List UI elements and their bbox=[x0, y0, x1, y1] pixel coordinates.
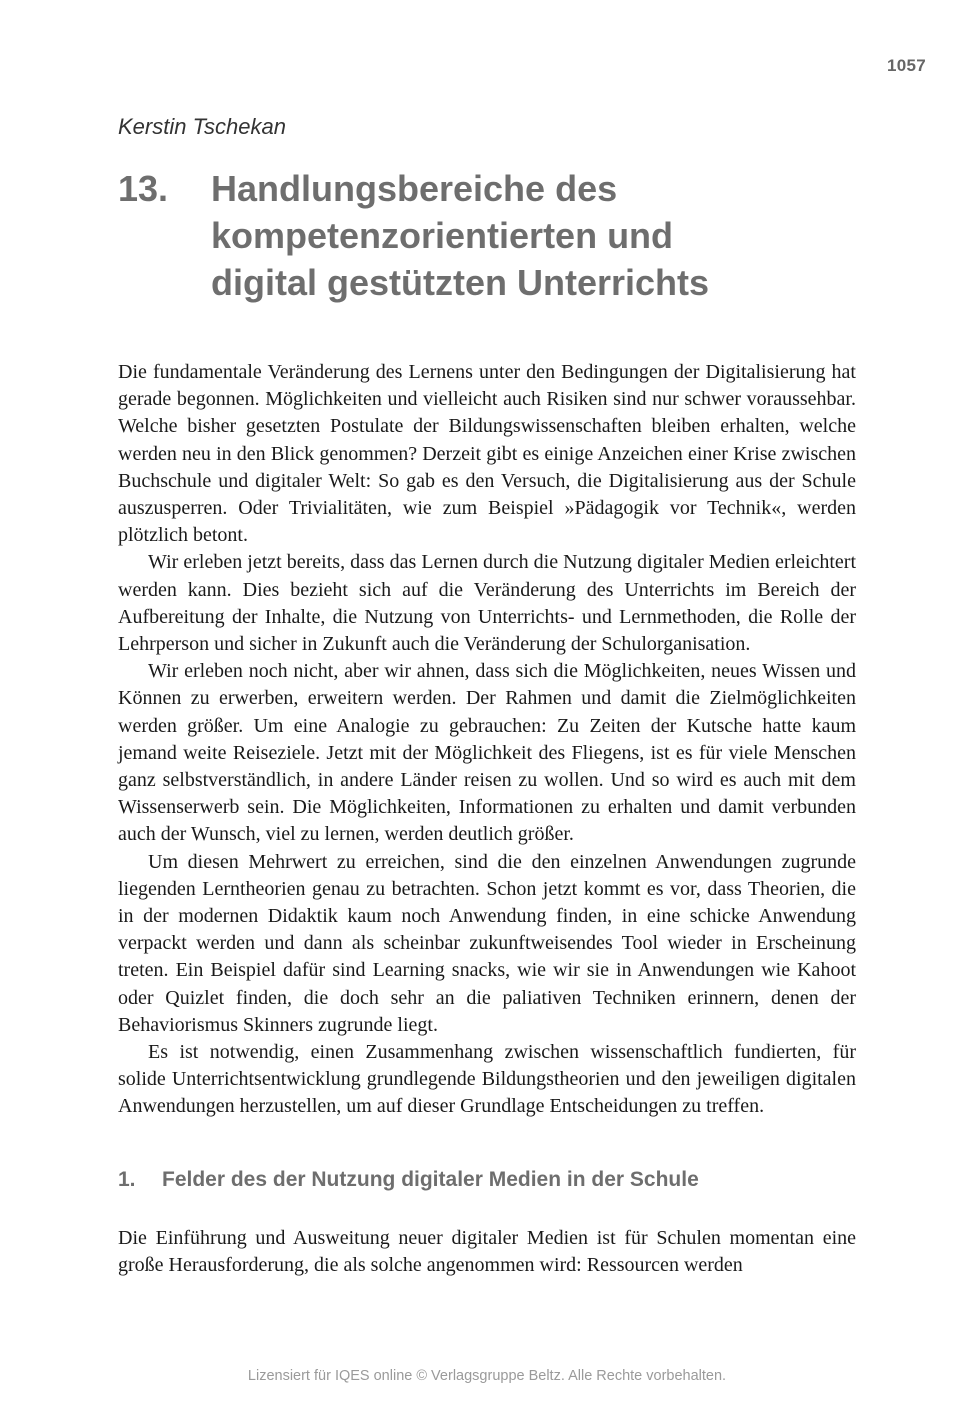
section-number: 1. bbox=[118, 1168, 136, 1191]
chapter-number: 13. bbox=[118, 168, 169, 209]
intro-text bbox=[118, 359, 856, 1121]
chapter-title-line: kompetenzorientierten und bbox=[211, 215, 674, 256]
section-title: Felder des der Nutzung digitaler Medien in der Schule bbox=[162, 1168, 699, 1191]
page-number: 1057 bbox=[886, 56, 926, 75]
license-footer: Lizensiert für IQES online © Verlagsgruppe Beltz. Alle Rechte vorbehalten. bbox=[247, 1368, 727, 1384]
section-text bbox=[118, 1225, 856, 1279]
paragraph: Wir erleben jetzt bereits, dass das Lernen durch die Nutzung digitaler Medien erleichtert werden kann. Dies bezieht sich auf die Veränderung des Unterrichts im Bereich der Aufbereitung der Inhalte, die Nutzung von Unterrichts- und Lernmethoden, die Rolle der Lehrperson und sicher in Zukunft auch die Veränderung der Schulorganisation. bbox=[118, 551, 856, 656]
paragraph: Um diesen Mehrwert zu erreichen, sind die den einzelnen Anwendungen zugrunde liegenden Lerntheorien genau zu betrachten. Schon jetzt kommt es vor, dass Theorien, die in der modernen Didaktik kaum noch Anwendung finden, in eine schicke Anwendung verpackt werden und dann als scheinbar zukunftweisendes Tool wieder in Erscheinung treten. Ein Beispiel dafür sind Learning snacks, wie wir sie in Anwendungen wie Kahoot oder Quizlet finden, die doch sehr an die paliativen Techniken erinnern, denen der Behaviorismus Skinners zugrunde liegt. bbox=[118, 850, 856, 1036]
section-heading bbox=[118, 1168, 699, 1192]
chapter-title-line: Handlungsbereiche des bbox=[211, 168, 618, 209]
chapter-title bbox=[211, 165, 871, 306]
paragraph: Die Einführung und Ausweitung neuer digitaler Medien ist für Schulen momentan eine große Herausforderung, die als solche angenommen wird: Ressourcen werden bbox=[118, 1227, 856, 1277]
paragraph: Wir erleben noch nicht, aber wir ahnen, dass sich die Möglichkeiten, neues Wissen und Können zu erwerben, erweitern werden. Der Rahmen und damit die Zielmöglichkeiten werden größer. Um eine Analogie zu gebrauchen: Zu Zeiten der Kutsche hatte kaum jemand weite Reiseziele. Jetzt mit der Möglichkeit des Fliegens, ist es für viele Menschen ganz selbstverständlich, in andere Länder reisen zu wollen. Und so wird es auch mit dem Wissenserwerb sein. Die Möglichkeiten, Informationen zu erhalten und damit verbunden auch der Wunsch, viel zu lernen, werden deutlich größer. bbox=[118, 660, 856, 846]
chapter-title-line: digital gestützten Unterrichts bbox=[211, 262, 710, 303]
paragraph: Es ist notwendig, einen Zusammenhang zwischen wissenschaftlich fundierten, für solide Unterrichtsentwicklung grundlegende Bildungstheorien und den jeweiligen digitalen Anwendungen herzustellen, um auf dieser Grundlage Entscheidungen zu treffen. bbox=[118, 1041, 856, 1118]
author-name: Kerstin Tschekan bbox=[118, 114, 286, 139]
paragraph: Die fundamentale Veränderung des Lernens unter den Bedingungen der Digitalisierung hat gerade begonnen. Möglichkeiten und vielleicht auch Risiken sind nur schwer voraussehbar. Welche bisher gesetzten Postulate der Bildungswissenschaften bleiben erhalten, welche werden neu in den Blick genommen? Derzeit gibt es einige Anzeichen einer Krise zwischen Buchschule und digitaler Welt: So gab es den Versuch, die Digitalisierung aus der Schule auszusperren. Oder Trivialitäten, wie zum Beispiel »Pädagogik vor Technik«, werden plötzlich betont. bbox=[118, 361, 856, 547]
